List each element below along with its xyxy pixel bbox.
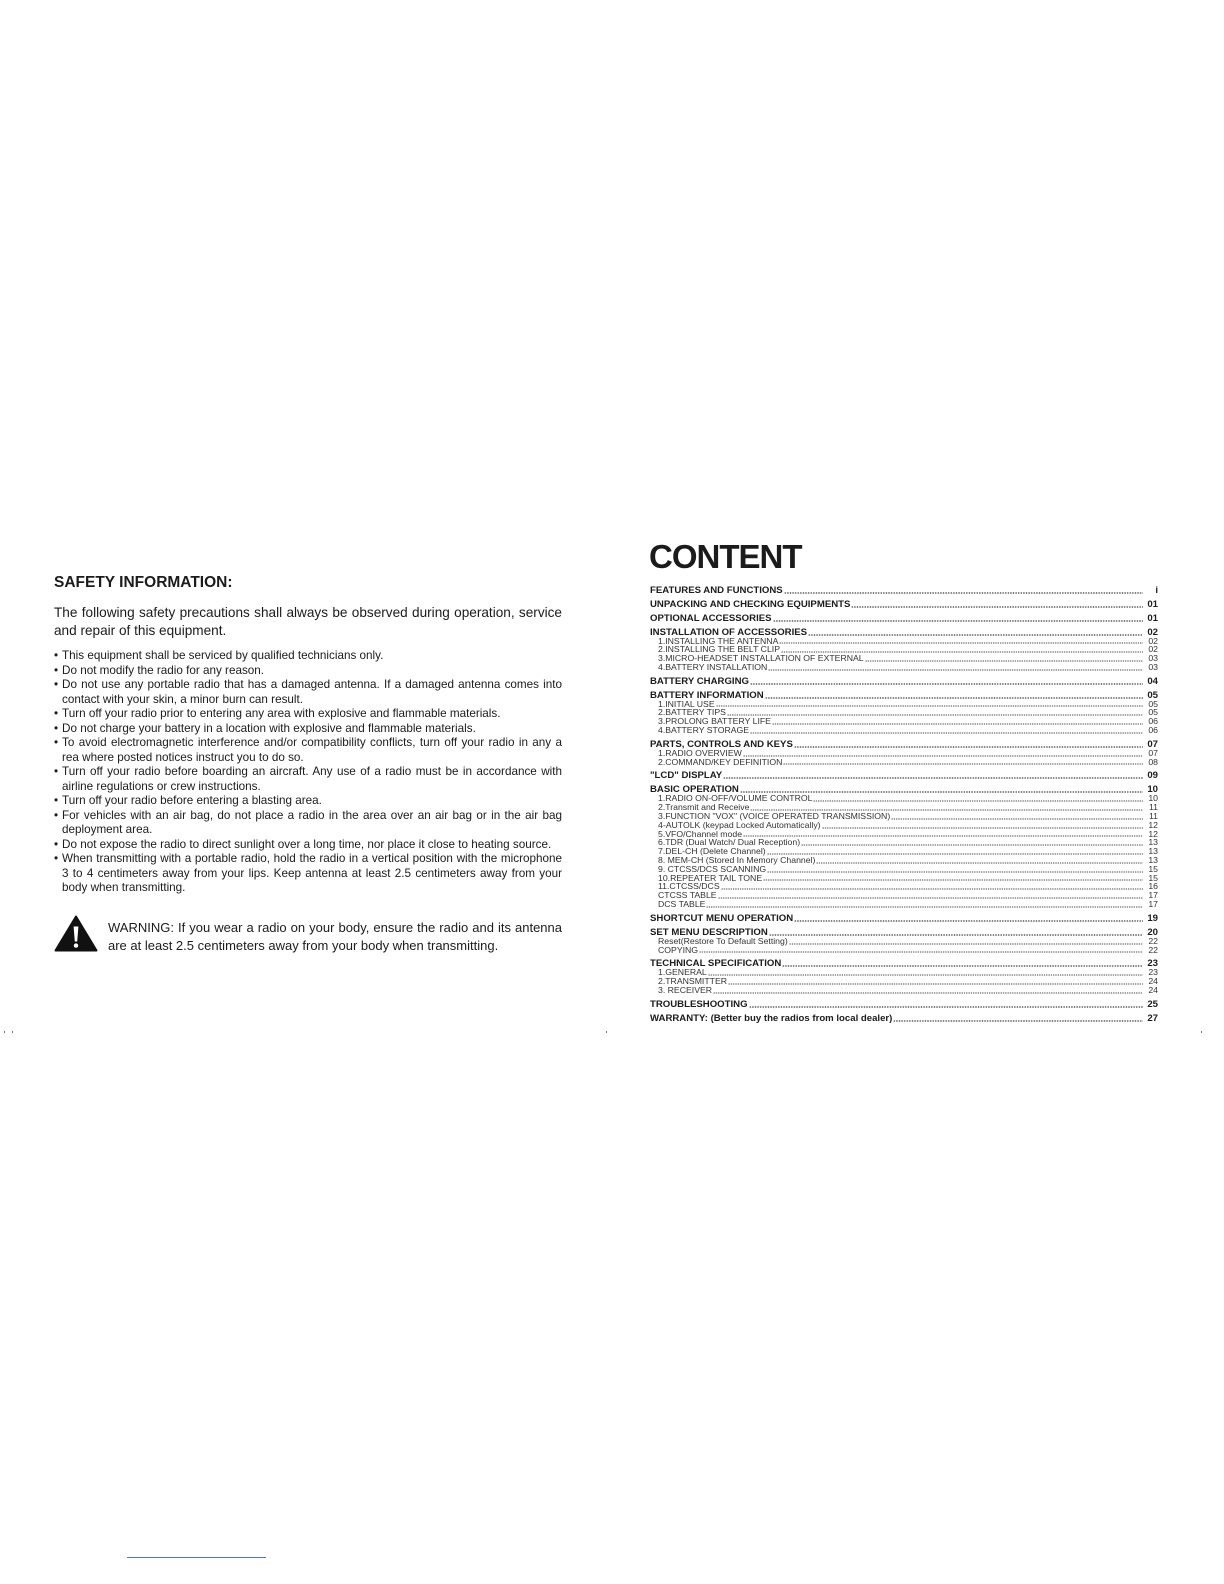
safety-bullet-item bbox=[54, 649, 562, 664]
toc-subentry-label: 2.Transmit and Receive bbox=[658, 802, 750, 813]
safety-bullet-line: • When transmitting with a portable radio, hold the radio in a vertical position with the microphone bbox=[62, 852, 562, 865]
dot-leader bbox=[718, 897, 1143, 899]
dot-leader bbox=[772, 723, 1143, 725]
toc-entry-page-number: 25 bbox=[1147, 998, 1158, 1010]
toc-subentry-label: 10.REPEATER TAIL TONE bbox=[658, 872, 763, 883]
toc-subentry-page-number: 05 bbox=[1148, 707, 1158, 718]
toc-entry bbox=[650, 1000, 1158, 1009]
toc-subentry bbox=[650, 900, 1158, 909]
toc-subentry bbox=[650, 891, 1158, 900]
toc-subentry-label: 1.INSTALLING THE ANTENNA bbox=[658, 635, 779, 646]
footer-rule bbox=[127, 1557, 266, 1558]
safety-bullet-line: • To avoid electromagnetic interference and/or compatibility conflicts, turn off your radio in any a bbox=[62, 736, 562, 749]
toc-subentry-page-number: 13 bbox=[1148, 846, 1158, 857]
toc-subentry-page-number: 24 bbox=[1148, 985, 1158, 996]
dot-leader bbox=[891, 818, 1143, 820]
toc-entry-page-number: 20 bbox=[1147, 926, 1158, 938]
safety-bullet-line: • This equipment shall be serviced by qualified technicians only. bbox=[62, 649, 384, 662]
safety-bullet-item bbox=[54, 664, 562, 679]
table-of-contents bbox=[650, 586, 1158, 1023]
dot-leader bbox=[816, 862, 1143, 864]
scan-mark bbox=[4, 1031, 5, 1033]
toc-entry-page-number: 04 bbox=[1147, 675, 1158, 687]
safety-bullet-item bbox=[54, 794, 562, 809]
toc-entry-page-number: 07 bbox=[1147, 738, 1158, 750]
safety-intro-line: The following safety precautions shall always be observed during operation, service bbox=[54, 605, 562, 620]
toc-subentry-page-number: 17 bbox=[1148, 899, 1158, 910]
toc-subentry-page-number: 06 bbox=[1148, 716, 1158, 727]
dot-leader bbox=[706, 906, 1143, 908]
dot-leader bbox=[750, 683, 1143, 685]
dot-leader bbox=[789, 943, 1143, 945]
dot-leader bbox=[768, 669, 1143, 671]
toc-entry bbox=[650, 914, 1158, 923]
toc-entry bbox=[650, 1014, 1158, 1023]
toc-entry bbox=[650, 677, 1158, 686]
toc-subentry bbox=[650, 758, 1158, 767]
dot-leader bbox=[779, 642, 1143, 644]
toc-subentry-label: 4.BATTERY STORAGE bbox=[658, 725, 750, 736]
toc-entry-page-number: 10 bbox=[1147, 784, 1158, 796]
toc-subentry-label: 1.RADIO OVERVIEW bbox=[658, 747, 742, 758]
toc-subentry-label: 2.COMMAND/KEY DEFINITION bbox=[658, 756, 783, 767]
toc-subentry bbox=[650, 726, 1158, 735]
toc-subentry bbox=[650, 663, 1158, 672]
safety-bullet-line: deployment area. bbox=[62, 823, 153, 836]
dot-leader bbox=[782, 965, 1143, 967]
safety-bullet-line: • Do not use any portable radio that has a damaged antenna. If a damaged antenna comes into bbox=[62, 678, 562, 691]
right-page-contents bbox=[612, 0, 1224, 1584]
dot-leader bbox=[716, 705, 1143, 707]
safety-bullet-line: 3 to 4 centimeters away from your lips. Keep antenna at least 2.5 centimeters away from your bbox=[62, 866, 562, 880]
toc-entry-page-number: 05 bbox=[1147, 689, 1158, 701]
toc-subentry-page-number: 12 bbox=[1148, 828, 1158, 839]
dot-leader bbox=[783, 763, 1143, 765]
toc-subentry-page-number: 23 bbox=[1148, 967, 1158, 978]
safety-bullet-item bbox=[54, 852, 562, 896]
toc-subentry-page-number: 16 bbox=[1148, 881, 1158, 892]
toc-entry-page-number: 23 bbox=[1147, 958, 1158, 970]
warning-text-line: WARNING: If you wear a radio on your body, ensure the radio and its antenna bbox=[108, 920, 562, 935]
toc-subentry bbox=[650, 937, 1158, 946]
toc-subentry-label: 2.BATTERY TIPS bbox=[658, 707, 726, 718]
toc-entry-label: "LCD" DISPLAY bbox=[650, 770, 723, 782]
toc-subentry-page-number: 12 bbox=[1148, 819, 1158, 830]
safety-bullet-line: • Do not charge your battery in a location with explosive and flammable materials. bbox=[62, 721, 476, 735]
toc-subentry-label: Reset(Restore To Default Setting) bbox=[658, 935, 788, 946]
toc-entry-page-number: 09 bbox=[1147, 770, 1158, 782]
toc-entry-page-number: 01 bbox=[1147, 598, 1158, 610]
toc-entry-label: OPTIONAL ACCESSORIES bbox=[650, 612, 772, 624]
toc-subentry-label: 3.PROLONG BATTERY LIFE bbox=[658, 716, 771, 727]
toc-subentry-page-number: 03 bbox=[1148, 661, 1158, 672]
toc-entry bbox=[650, 771, 1158, 780]
toc-subentry-label: 2.TRANSMITTER bbox=[658, 976, 728, 987]
safety-bullet-item bbox=[54, 765, 562, 794]
safety-bullet-line: rea where posted notices instruct you to do so. bbox=[62, 750, 304, 764]
toc-subentry-label: CTCSS TABLE bbox=[658, 890, 717, 901]
dot-leader bbox=[893, 1020, 1143, 1022]
toc-subentry-page-number: 24 bbox=[1148, 976, 1158, 987]
dot-leader bbox=[801, 844, 1143, 846]
dot-leader bbox=[750, 732, 1143, 734]
toc-subentry-page-number: 02 bbox=[1148, 635, 1158, 646]
dot-leader bbox=[713, 992, 1143, 994]
toc-entry-label: WARRANTY: (Better buy the radios from local dealer) bbox=[650, 1012, 893, 1024]
safety-precautions-list bbox=[54, 649, 562, 896]
toc-entry bbox=[650, 586, 1158, 595]
dot-leader bbox=[794, 746, 1143, 748]
toc-subentry-label: 9. CTCSS/DCS SCANNING bbox=[658, 863, 767, 874]
toc-entry-label: BASIC OPERATION bbox=[650, 784, 739, 796]
toc-entry-label: TROUBLESHOOTING bbox=[650, 998, 748, 1010]
scan-mark bbox=[606, 1031, 607, 1033]
dot-leader bbox=[743, 835, 1143, 837]
dot-leader bbox=[749, 1006, 1143, 1008]
toc-subentry-label: 3. RECEIVER bbox=[658, 985, 713, 996]
toc-subentry-page-number: 10 bbox=[1148, 793, 1158, 804]
toc-subentry-label: 1.INITIAL USE bbox=[658, 698, 715, 709]
toc-entry-label: BATTERY CHARGING bbox=[650, 675, 749, 687]
toc-entry-label: INSTALLATION OF ACCESSORIES bbox=[650, 626, 808, 638]
toc-subentry bbox=[650, 882, 1158, 891]
dot-leader bbox=[765, 697, 1143, 699]
safety-bullet-line: body when transmitting. bbox=[62, 881, 186, 894]
toc-subentry-label: 3.FUNCTION "VOX" (VOICE OPERATED TRANSMISSION) bbox=[658, 811, 891, 822]
warning-text bbox=[108, 919, 562, 955]
toc-entry-label: SHORTCUT MENU OPERATION bbox=[650, 912, 794, 924]
toc-subentry-page-number: 22 bbox=[1148, 935, 1158, 946]
safety-bullet-line: contact with your skin, a minor burn can result. bbox=[62, 692, 303, 706]
toc-entry-label: BATTERY INFORMATION bbox=[650, 689, 764, 701]
toc-subentry-label: 11.CTCSS/DCS bbox=[658, 881, 720, 892]
safety-bullet-line: • For vehicles with an air bag, do not place a radio in the area over an air bag or in the air bag bbox=[62, 808, 562, 822]
toc-subentry-page-number: 06 bbox=[1148, 725, 1158, 736]
toc-subentry-label: 6.TDR (Dual Watch/ Dual Reception) bbox=[658, 837, 801, 848]
safety-bullet-line: • Turn off your radio before entering a blasting area. bbox=[62, 794, 322, 807]
toc-subentry bbox=[650, 946, 1158, 955]
toc-subentry-label: 2.INSTALLING THE BELT CLIP bbox=[658, 644, 780, 655]
toc-subentry-page-number: 05 bbox=[1148, 698, 1158, 709]
toc-entry bbox=[650, 959, 1158, 968]
safety-bullet-line: • Do not modify the radio for any reason. bbox=[62, 663, 265, 677]
safety-bullet-item bbox=[54, 722, 562, 737]
toc-subentry bbox=[650, 986, 1158, 995]
toc-subentry bbox=[650, 700, 1158, 709]
dot-leader bbox=[721, 888, 1143, 890]
safety-intro-paragraph bbox=[54, 604, 562, 639]
safety-bullet-item bbox=[54, 838, 562, 853]
toc-entry-page-number: i bbox=[1155, 584, 1158, 596]
dot-leader bbox=[865, 660, 1143, 662]
dot-leader bbox=[769, 934, 1143, 936]
dot-leader bbox=[784, 592, 1143, 594]
toc-subentry-label: 4.BATTERY INSTALLATION bbox=[658, 661, 768, 672]
safety-bullet-item bbox=[54, 736, 562, 765]
toc-subentry-page-number: 22 bbox=[1148, 944, 1158, 955]
toc-entry-page-number: 02 bbox=[1147, 626, 1158, 638]
toc-subentry-label: 3.MICRO-HEADSET INSTALLATION OF EXTERNAL bbox=[658, 653, 864, 664]
toc-subentry-page-number: 15 bbox=[1148, 863, 1158, 874]
dot-leader bbox=[743, 755, 1143, 757]
toc-subentry-page-number: 11 bbox=[1148, 811, 1158, 822]
safety-bullet-item bbox=[54, 809, 562, 838]
warning-triangle-icon-graphic bbox=[54, 915, 98, 952]
dot-leader bbox=[767, 871, 1143, 873]
dot-leader bbox=[727, 714, 1143, 716]
toc-entry-label: SET MENU DESCRIPTION bbox=[650, 926, 768, 938]
toc-subentry-page-number: 03 bbox=[1148, 653, 1158, 664]
dot-leader bbox=[851, 606, 1143, 608]
dot-leader bbox=[728, 983, 1143, 985]
toc-subentry-label: 1.RADIO ON-OFF/VOLUME CONTROL bbox=[658, 793, 813, 804]
toc-subentry-page-number: 07 bbox=[1148, 747, 1158, 758]
contents-title: CONTENT bbox=[649, 538, 802, 575]
toc-entry-label: TECHNICAL SPECIFICATION bbox=[650, 958, 782, 970]
safety-bullet-item bbox=[54, 678, 562, 707]
toc-entry-page-number: 01 bbox=[1147, 612, 1158, 624]
dot-leader bbox=[708, 974, 1143, 976]
toc-subentry-label: COPYING bbox=[658, 944, 699, 955]
dot-leader bbox=[767, 853, 1143, 855]
safety-bullet-line: • Do not expose the radio to direct sunlight over a long time, nor place it close to heating source. bbox=[62, 837, 552, 851]
toc-entry-label: FEATURES AND FUNCTIONS bbox=[650, 584, 783, 596]
toc-subentry-page-number: 13 bbox=[1148, 855, 1158, 866]
safety-bullet-line: • Turn off your radio prior to entering any area with explosive and flammable materials. bbox=[62, 707, 501, 720]
toc-subentry-page-number: 17 bbox=[1148, 890, 1158, 901]
toc-subentry-label: 7.DEL-CH (Delete Channel) bbox=[658, 846, 766, 857]
safety-bullet-line: • Turn off your radio before boarding an aircraft. Any use of a radio must be in accordance with bbox=[62, 765, 562, 778]
dot-leader bbox=[808, 634, 1143, 636]
toc-subentry-label: 5.VFO/Channel mode bbox=[658, 828, 743, 839]
toc-entry-label: UNPACKING AND CHECKING EQUIPMENTS bbox=[650, 598, 851, 610]
dot-leader bbox=[773, 620, 1143, 622]
toc-subentry-label: 4-AUTOLK (keypad Locked Automatically) bbox=[658, 819, 821, 830]
toc-entry bbox=[650, 691, 1158, 700]
scan-mark bbox=[12, 1031, 13, 1033]
toc-entry bbox=[650, 614, 1158, 623]
toc-subentry-label: 8. MEM-CH (Stored In Memory Channel) bbox=[658, 855, 816, 866]
toc-subentry-page-number: 13 bbox=[1148, 837, 1158, 848]
dot-leader bbox=[763, 879, 1143, 881]
toc-entry-page-number: 27 bbox=[1147, 1012, 1158, 1024]
toc-entry-page-number: 19 bbox=[1147, 912, 1158, 924]
toc-subentry-page-number: 08 bbox=[1148, 756, 1158, 767]
safety-information-heading: SAFETY INFORMATION: bbox=[54, 574, 233, 591]
safety-bullet-item bbox=[54, 707, 562, 722]
toc-entry bbox=[650, 600, 1158, 609]
dot-leader bbox=[813, 800, 1143, 802]
toc-entry-label: PARTS, CONTROLS AND KEYS bbox=[650, 738, 793, 750]
toc-subentry-page-number: 02 bbox=[1148, 644, 1158, 655]
dot-leader bbox=[699, 951, 1143, 953]
dot-leader bbox=[723, 777, 1143, 779]
dot-leader bbox=[822, 827, 1143, 829]
toc-subentry-label: DCS TABLE bbox=[658, 899, 706, 910]
dot-leader bbox=[794, 920, 1143, 922]
safety-bullet-line: airline regulations or crew instructions. bbox=[62, 779, 261, 793]
toc-subentry-page-number: 11 bbox=[1148, 802, 1158, 813]
toc-subentry-label: 1.GENERAL bbox=[658, 967, 707, 978]
toc-subentry bbox=[650, 874, 1158, 883]
toc-subentry-page-number: 15 bbox=[1148, 872, 1158, 883]
warning-text-line: are at least 2.5 centimeters away from your body when transmitting. bbox=[108, 938, 499, 953]
toc-subentry bbox=[650, 977, 1158, 986]
safety-intro-line: and repair of this equipment. bbox=[54, 622, 227, 638]
warning-triangle-icon bbox=[54, 915, 98, 952]
scan-mark bbox=[1201, 1031, 1202, 1033]
